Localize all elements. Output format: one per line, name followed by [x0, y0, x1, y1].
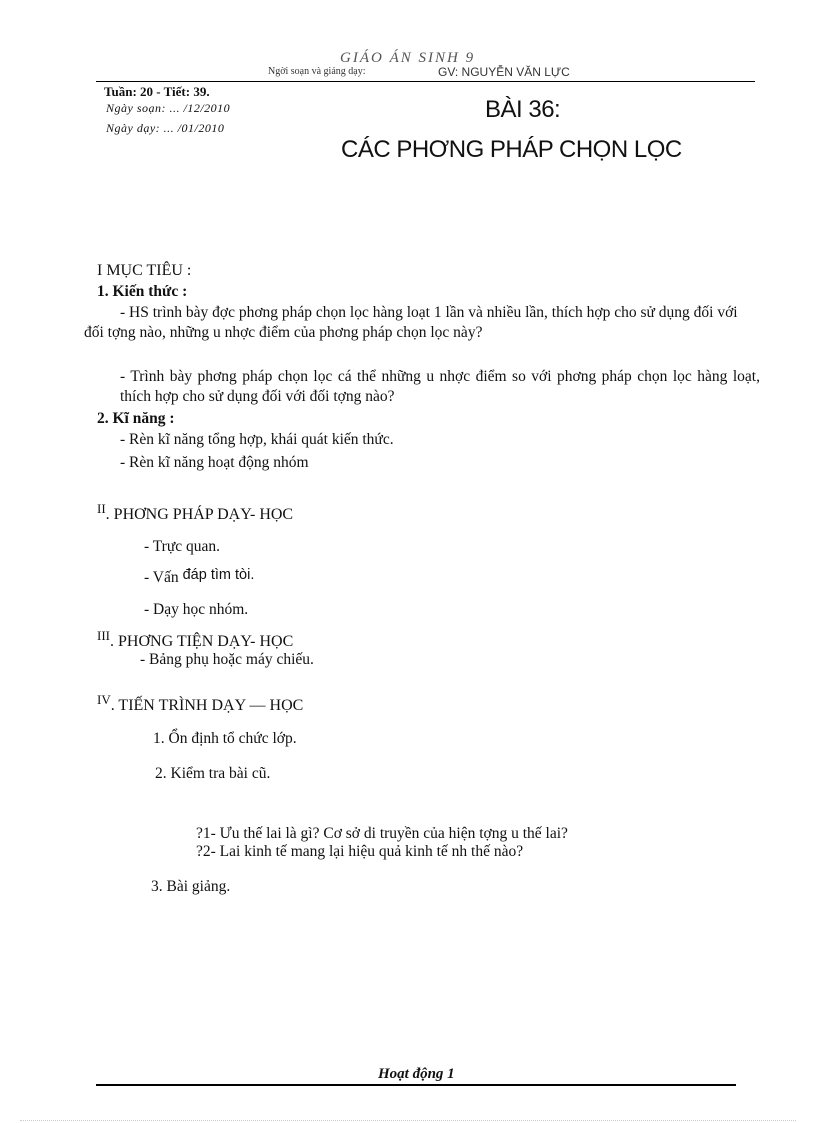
document-header-title: GIÁO ÁN SINH 9 — [340, 50, 476, 66]
week-period: Tuần: 20 - Tiết: 39. — [104, 84, 210, 99]
section-4-numeral: IV — [97, 692, 111, 707]
section-4-heading — [97, 692, 304, 715]
resource-item: - Bảng phụ hoặc máy chiếu. — [140, 651, 314, 668]
review-question: ?1- Ưu thế lai là gì? Cơ sở di truyền của hiện tợng u thế lai? — [196, 825, 568, 842]
author-label: Ngời soạn và giảng dạy: — [268, 66, 366, 77]
skill-item: - Rèn kĩ năng tổng hợp, khái quát kiến thức. — [120, 431, 394, 448]
procedure-step: 2. Kiểm tra bài cũ. — [155, 765, 271, 782]
teacher-name: GV: NGUYỄN VĂN LỰC — [438, 65, 570, 79]
method-item: - Trực quan. — [144, 538, 221, 555]
knowledge-paragraph-2: - Trình bày phơng pháp chọn lọc cá thể những u nhợc điểm so với phơng pháp chọn lọc hàng loạt, thích hợp cho sử dụng đối với đối tợng nào? — [120, 368, 760, 405]
teach-date: Ngày dạy: ... /01/2010 — [106, 121, 225, 135]
section-2-title: . PHƠNG PHÁP DẠY- HỌC — [105, 506, 294, 523]
skills-heading: 2. Kĩ năng : — [97, 410, 175, 427]
section-3-heading — [97, 628, 294, 651]
method-item — [144, 566, 254, 584]
procedure-step: 1. Ổn định tổ chức lớp. — [153, 730, 297, 747]
knowledge-heading: 1. Kiến thức : — [97, 283, 188, 300]
method-item-prefix: - Vấn — [144, 569, 179, 586]
prep-date: Ngày soạn: ... /12/2010 — [106, 101, 231, 115]
section-3-title: . PHƠNG TIỆN DẠY- HỌC — [110, 633, 294, 650]
section-4-title: . TIẾN TRÌNH DẠY — HỌC — [110, 697, 304, 714]
skill-item: - Rèn kĩ năng hoạt động nhóm — [120, 454, 309, 471]
footer-divider — [96, 1084, 736, 1086]
procedure-step: 3. Bài giảng. — [151, 878, 231, 895]
page-edge — [20, 1120, 796, 1121]
knowledge-paragraph-1: - HS trình bày đợc phơng pháp chọn lọc hàng loạt 1 lần và nhiều lần, thích hợp cho sử dụng đối với đối tợng nào, những u nhợc điểm của phơng pháp chọn lọc này? — [84, 304, 738, 341]
activity-heading: Hoạt động 1 — [378, 1066, 455, 1082]
section-2-numeral: II — [97, 501, 106, 516]
review-question: ?2- Lai kinh tế mang lại hiệu quả kinh tế nh thế nào? — [196, 843, 524, 860]
lesson-title: CÁC PHƠNG PHÁP CHỌN LỌC — [341, 136, 682, 163]
section-2-heading — [97, 501, 294, 524]
method-item-rest: đáp tìm tòi. — [178, 567, 255, 583]
lesson-number: BÀI 36: — [485, 96, 561, 123]
section-3-numeral: III — [97, 628, 110, 643]
method-item: - Dạy học nhóm. — [144, 601, 249, 618]
header-divider — [96, 81, 755, 82]
section-1-heading: I MỤC TIÊU : — [97, 262, 192, 279]
